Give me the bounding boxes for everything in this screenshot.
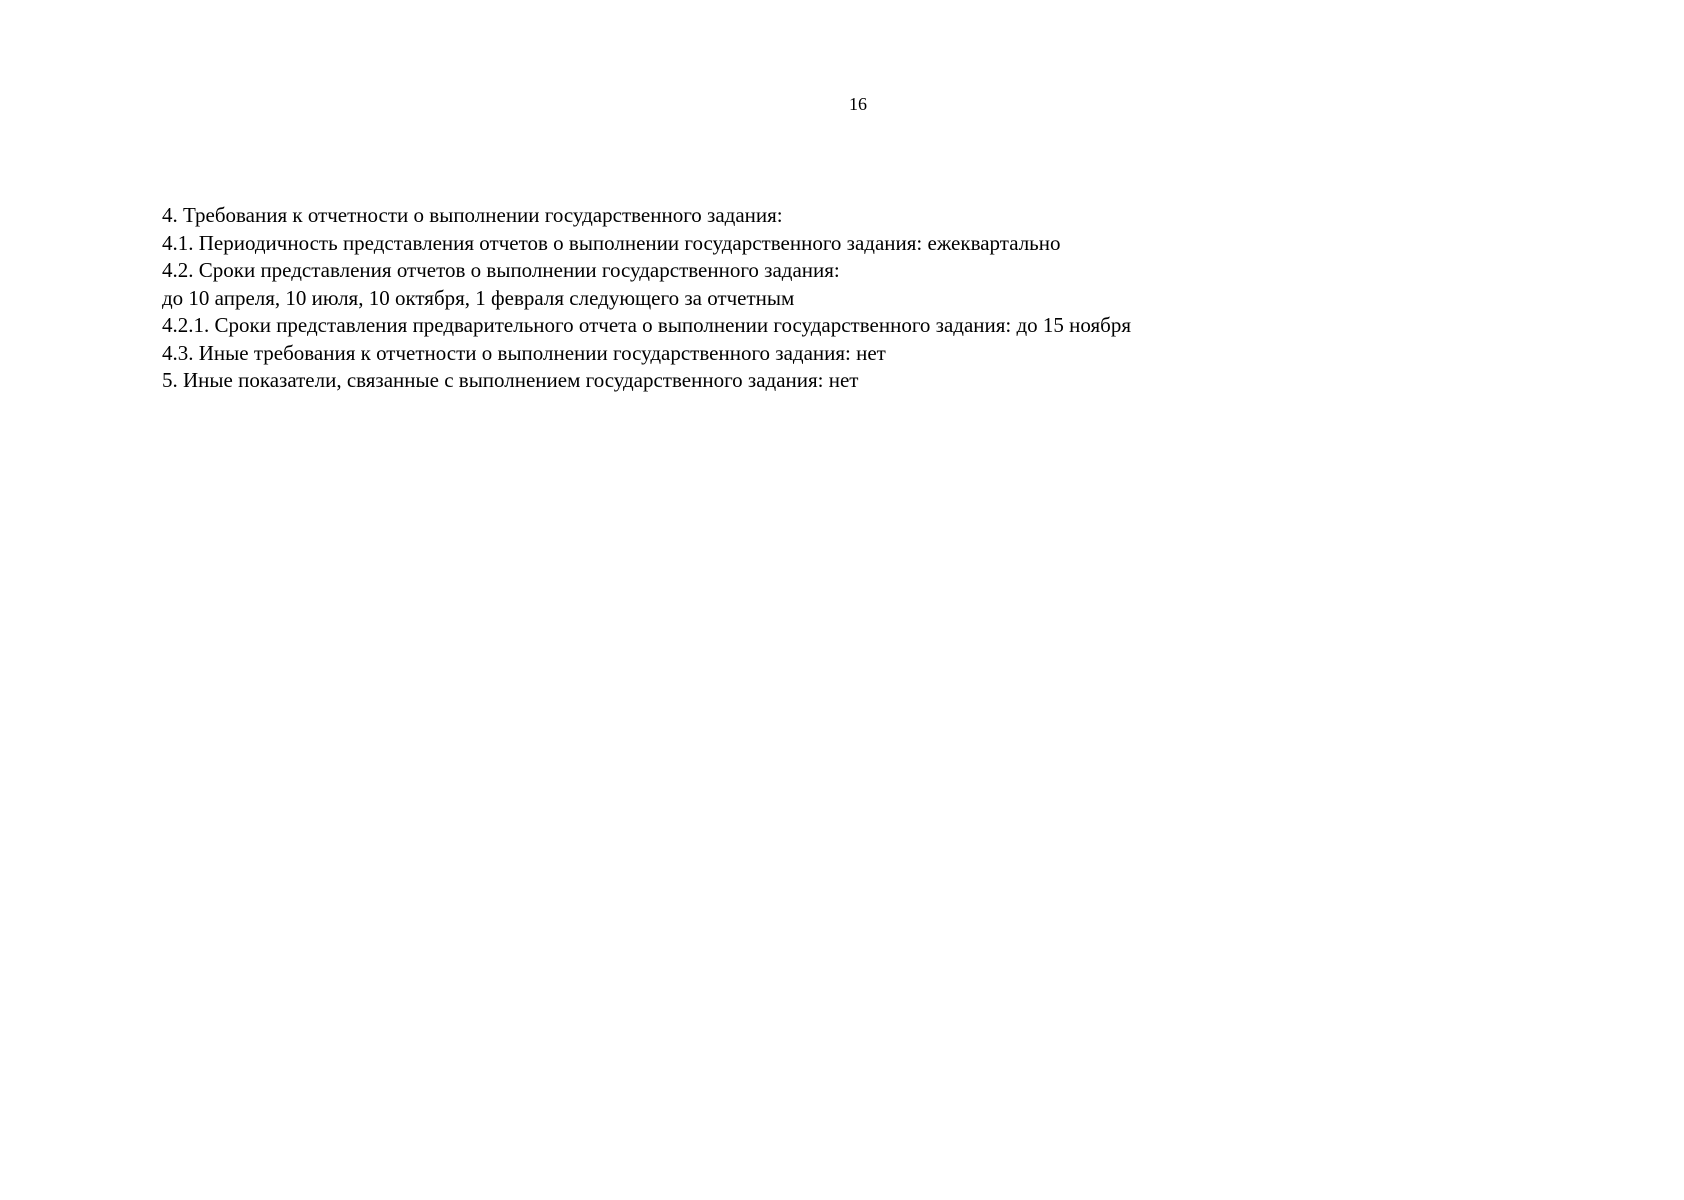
section-4-1-line: 4.1. Периодичность представления отчетов о выполнении государственного задания: ежеквартально bbox=[162, 230, 1061, 255]
document-body bbox=[162, 202, 1562, 395]
section-4-2-1-line: 4.2.1. Сроки представления предварительного отчета о выполнении государственного задания: до 15 ноября bbox=[162, 313, 1132, 337]
section-4-2-line: 4.2. Сроки представления отчетов о выполнении государственного задания: bbox=[162, 258, 840, 282]
page-number: 16 bbox=[849, 94, 867, 114]
section-4-3-line: 4.3. Иные требования к отчетности о выполнении государственного задания: нет bbox=[162, 340, 886, 365]
section-4-heading: 4. Требования к отчетности о выполнении государственного задания: bbox=[162, 203, 783, 227]
section-4-2-deadlines: до 10 апреля, 10 июля, 10 октября, 1 февраля следующего за отчетным bbox=[162, 285, 795, 310]
section-5-line: 5. Иные показатели, связанные с выполнением государственного задания: нет bbox=[162, 368, 859, 392]
